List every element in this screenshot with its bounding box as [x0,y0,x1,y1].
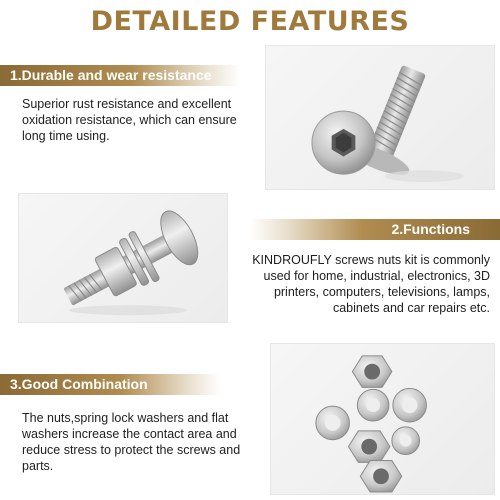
screw-photo [265,45,495,190]
section-heading-label: 2.Functions [391,221,470,237]
section-heading-label: 1.Durable and wear resistance [10,67,212,83]
section-heading-functions [250,219,500,240]
section-text-functions: KINDROUFLY screws nuts kit is commonly used for home, industrial, electronics, 3D printers, computers, televisions, lamps, cabinets and car repairs etc. [252,253,490,315]
section-heading-label: 3.Good Combination [10,376,148,392]
section-heading-durable [0,65,240,86]
section-text-combination: The nuts,spring lock washers and flat washers increase the contact area and reduce stress to protect the screws and parts. [22,411,241,473]
nuts-washers-photo [270,343,495,495]
section-text-durable: Superior rust resistance and excellent oxidation resistance, which can ensure long time using. [22,97,237,143]
nuts-and-washers-icon [271,344,494,494]
page-title: DETAILED FEATURES [90,6,410,37]
bolt-nut-washer-assembly-icon [19,194,227,322]
button-head-screw-icon [266,46,494,189]
bolt-assembly-photo [18,193,228,323]
section-heading-combination [0,374,220,395]
